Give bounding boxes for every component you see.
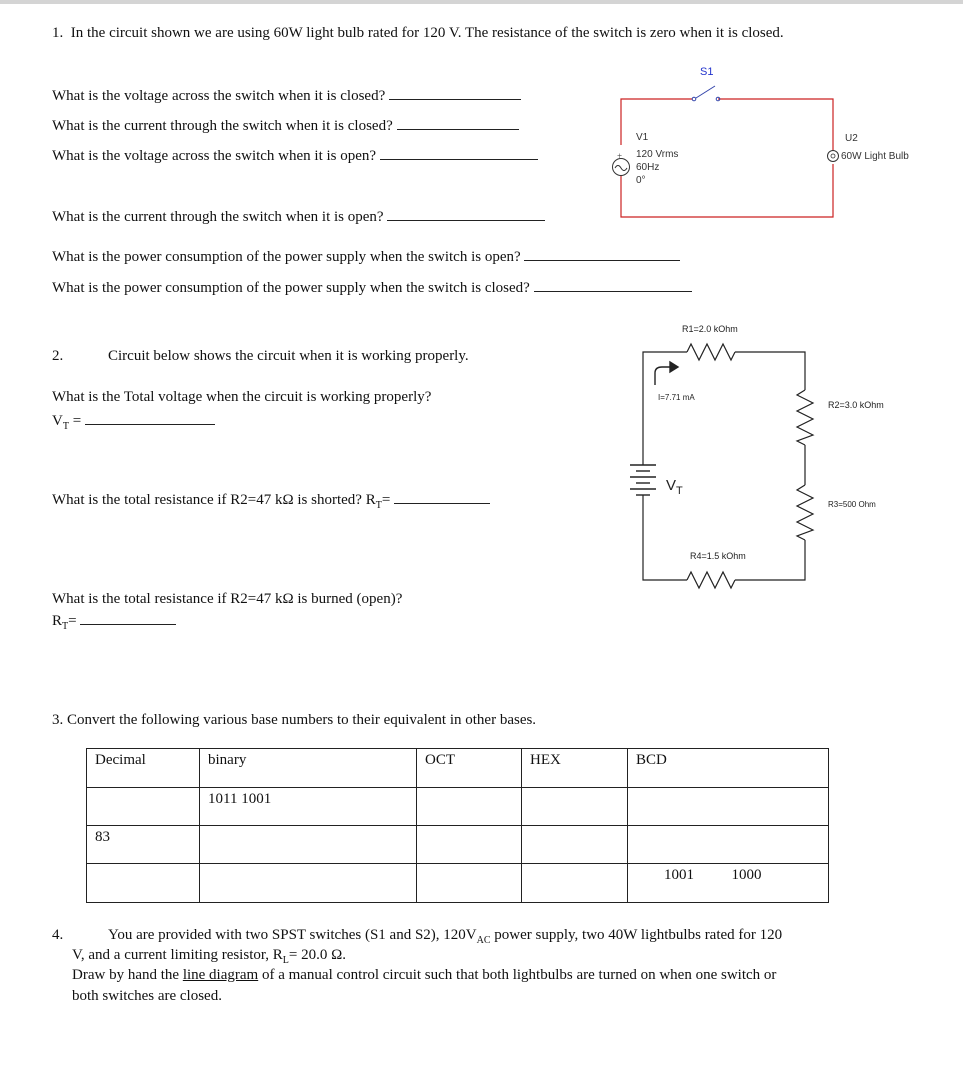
q3-prompt: 3. Convert the following various base numbers to their equivalent in other bases. — [52, 712, 537, 728]
q4-line-1-pre: You are provided with two SPST switches (S1 and S2), 120V — [108, 927, 477, 943]
cell-oct-3[interactable] — [417, 864, 522, 903]
current-label: I=7.71 mA — [658, 393, 695, 402]
table-row — [87, 864, 829, 903]
q1-question-4 — [52, 206, 545, 226]
cell-hex-3[interactable] — [522, 864, 628, 903]
q1-number: 1. — [52, 25, 64, 41]
light-bulb-icon — [828, 151, 839, 162]
resistor-r3-icon — [797, 485, 813, 540]
header-hex: HEX — [522, 749, 628, 788]
q4-line-3-pre: Draw by hand the — [72, 967, 183, 983]
q1-text: In the circuit shown we are using 60W light bulb rated for 120 V. The resistance of the switch is zero when it is closed. — [70, 25, 784, 41]
q2-rt-open-answer — [52, 610, 176, 636]
q4-line-2-post: = 20.0 Ω. — [288, 947, 346, 963]
q4-line-1-post: power supply, two 40W lightbulbs rated for 120 — [490, 927, 783, 943]
cell-decimal-3[interactable] — [87, 864, 200, 903]
rt-eq-2: = — [68, 613, 77, 629]
vt-circuit-main: V — [666, 477, 677, 494]
source-phase: 0° — [636, 175, 646, 186]
q1-answer-3[interactable] — [380, 145, 538, 160]
q2-number: 2. — [52, 348, 64, 364]
q4-line-1-sub: AC — [476, 935, 491, 946]
q2-r2-shorted-question — [52, 489, 490, 515]
q1-question-1 — [52, 85, 521, 105]
q1-question-3 — [52, 145, 538, 165]
vt-circuit-sub: T — [676, 485, 683, 497]
rt-shorted-answer-blank[interactable] — [394, 489, 490, 504]
cell-oct-1[interactable] — [417, 788, 522, 826]
header-decimal: Decimal — [87, 749, 200, 788]
vt-circuit-label — [666, 477, 683, 497]
cell-decimal-1[interactable] — [87, 788, 200, 826]
q4-line-3-post: of a manual control circuit such that both lightbulbs are turned on when one switch or — [258, 967, 777, 983]
q1-question-2-text: What is the current through the switch when it is closed? — [52, 118, 393, 134]
q4-line-2-pre: V, and a current limiting resistor, R — [72, 947, 283, 963]
cell-bcd-2[interactable] — [628, 826, 829, 864]
r4-label: R4=1.5 kOhm — [690, 551, 746, 561]
q1-question-2 — [52, 115, 519, 135]
rt-open-answer-blank[interactable] — [80, 610, 176, 625]
rt-sub-2: T — [62, 621, 69, 632]
load-name: U2 — [845, 133, 858, 144]
q2-r2-shorted-text: What is the total resistance if R2=47 kΩ is shorted? R — [52, 492, 376, 508]
q2-total-voltage-question: What is the Total voltage when the circuit is working properly? — [52, 389, 432, 405]
header-binary: binary — [200, 749, 417, 788]
cell-binary-3[interactable] — [200, 864, 417, 903]
q1-question-5 — [52, 246, 680, 266]
q1-question-1-text: What is the voltage across the switch when it is closed? — [52, 88, 386, 104]
q4-line-2-sub: L — [282, 955, 289, 966]
q1-question-6 — [52, 277, 692, 297]
q1-answer-1[interactable] — [389, 85, 521, 100]
conversion-table — [86, 748, 829, 903]
r3-label: R3=500 Ohm — [828, 500, 876, 509]
vt-label: V — [52, 413, 63, 429]
q1-question-3-text: What is the voltage across the switch when it is open? — [52, 148, 377, 164]
vt-answer-blank[interactable] — [85, 410, 215, 425]
line-diagram-term: line diagram — [182, 967, 259, 983]
header-bcd: BCD — [628, 749, 829, 788]
rt-label-2: R — [52, 613, 63, 629]
table-row — [87, 788, 829, 826]
cell-oct-2[interactable] — [417, 826, 522, 864]
cell-binary-2[interactable] — [200, 826, 417, 864]
q1-prompt — [52, 24, 784, 42]
q1-question-4-text: What is the current through the switch when it is open? — [52, 209, 384, 225]
q1-answer-6[interactable] — [534, 277, 692, 292]
header-oct: OCT — [417, 749, 522, 788]
q1-question-5-text: What is the power consumption of the power supply when the switch is open? — [52, 249, 521, 265]
q2-prompt: Circuit below shows the circuit when it is working properly. — [108, 348, 469, 364]
vt-eq: = — [68, 413, 82, 429]
table-row — [87, 826, 829, 864]
resistor-r2-icon — [797, 390, 813, 445]
cell-hex-1[interactable] — [522, 788, 628, 826]
current-arrow-icon — [655, 362, 678, 385]
resistor-r1-icon — [687, 344, 735, 360]
q4-number: 4. — [52, 927, 64, 943]
q4-line-4: both switches are closed. — [72, 988, 222, 1004]
q1-question-6-text: What is the power consumption of the power supply when the switch is closed? — [52, 280, 530, 296]
cell-bcd-3[interactable]: 1001 1000 — [628, 864, 829, 903]
vt-sub: T — [62, 421, 69, 432]
r2-label: R2=3.0 kOhm — [828, 400, 884, 410]
source-name: V1 — [636, 132, 649, 143]
top-border — [0, 0, 963, 4]
q1-answer-4[interactable] — [387, 206, 545, 221]
cell-decimal-2[interactable]: 83 — [87, 826, 200, 864]
q4-line-3 — [72, 966, 776, 984]
battery-icon — [630, 465, 656, 495]
rt-eq-1: = — [381, 492, 391, 508]
q1-answer-5[interactable] — [524, 246, 680, 261]
switch-s1-icon — [692, 86, 720, 101]
source-voltage: 120 Vrms — [636, 149, 679, 160]
resistor-r4-icon — [687, 572, 735, 588]
cell-hex-2[interactable] — [522, 826, 628, 864]
svg-text:+: + — [617, 151, 623, 161]
q2-r2-open-question: What is the total resistance if R2=47 kΩ is burned (open)? — [52, 591, 403, 607]
r1-label: R1=2.0 kOhm — [682, 324, 738, 334]
source-frequency: 60Hz — [636, 162, 660, 173]
cell-bcd-1[interactable] — [628, 788, 829, 826]
ac-source-icon — [613, 151, 630, 176]
circuit-2-wires — [643, 352, 805, 580]
cell-binary-1[interactable]: 1011 1001 — [200, 788, 417, 826]
circuit-1-diagram — [600, 60, 920, 230]
table-header-row — [87, 749, 829, 788]
rt-sub-1: T — [375, 500, 382, 511]
load-label: 60W Light Bulb — [841, 151, 909, 162]
circuit-2-diagram — [610, 315, 884, 595]
q1-answer-2[interactable] — [397, 115, 519, 130]
switch-label: S1 — [700, 66, 714, 78]
q2-vt-answer — [52, 410, 215, 436]
